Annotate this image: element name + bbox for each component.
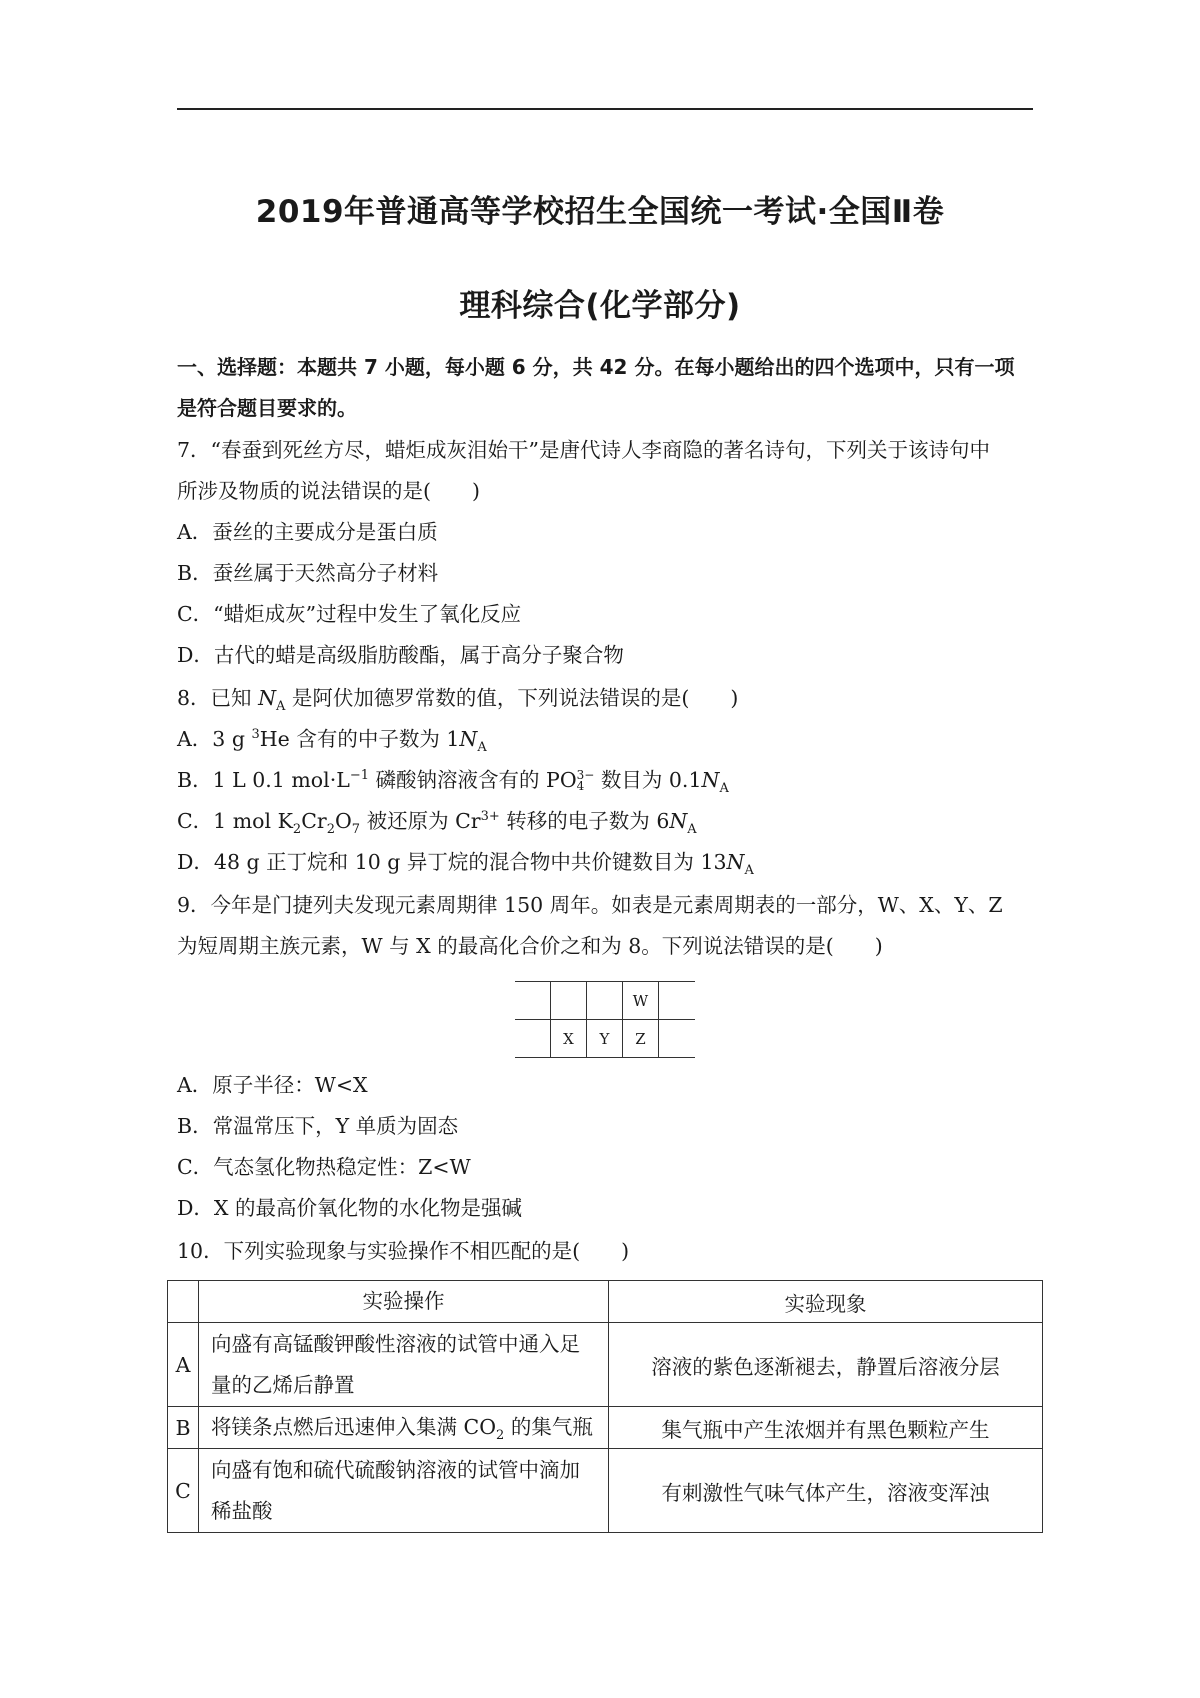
table-cell [515,1020,551,1058]
q7-option-c: C．“蜡炬成灰”过程中发生了氧化反应 [177,602,522,626]
table-cell: Y [587,1020,623,1058]
table-row [168,1323,1043,1407]
q9-option-a: A．原子半径：W<X [177,1073,368,1097]
table-row [168,1449,1043,1533]
q8-option-c: C．1 mol $K_2Cr_2O_7$ 被还原为 $Cr^{3+}$ 转移的电子数为 $6N_A$ [177,809,697,838]
q9-option-d: D．X 的最高价氧化物的水化物是强碱 [177,1196,523,1220]
table-header-operation: 实验操作 [199,1281,609,1323]
q7-stem-line1: 7．“春蚕到死丝方尽，蜡炬成灰泪始干”是唐代诗人李商隐的著名诗句，下列关于该诗句中 [177,438,991,462]
row-label: B [168,1407,199,1449]
row-operation: 向盛有饱和硫代硫酸钠溶液的试管中滴加 稀盐酸 [199,1449,609,1533]
q8-option-d: D．48 g 正丁烷和 10 g 异丁烷的混合物中共价键数目为 $13N_A$ [177,850,754,879]
q9-option-c: C．气态氢化物热稳定性：Z<W [177,1155,471,1179]
q8-option-a: A．3 g $^3$He 含有的中子数为 $1N_A$ [177,727,487,756]
row-phenomenon: 有刺激性气味气体产生，溶液变浑浊 [609,1449,1043,1533]
table-cell [587,982,623,1020]
table-row [168,1407,1043,1449]
row-operation: 向盛有高锰酸钾酸性溶液的试管中通入足 量的乙烯后静置 [199,1323,609,1407]
q10-stem: 10．下列实验现象与实验操作不相匹配的是( ) [177,1239,630,1263]
row-operation: 将镁条点燃后迅速伸入集满 $CO_2$ 的集气瓶 [199,1407,609,1449]
periodic-table-fragment [515,981,695,1058]
table-row [515,1020,695,1058]
table-header-phenomenon: 实验现象 [609,1281,1043,1323]
q9-option-b: B．常温常压下，Y 单质为固态 [177,1114,459,1138]
table-cell [659,982,696,1020]
row-phenomenon: 集气瓶中产生浓烟并有黑色颗粒产生 [609,1407,1043,1449]
table-cell [551,982,587,1020]
q9-stem-line1: 9．今年是门捷列夫发现元素周期律 150 周年。如表是元素周期表的一部分，W、X、Y、Z [177,893,1003,917]
q7-option-d: D．古代的蜡是高级脂肪酸酯，属于高分子聚合物 [177,643,624,667]
row-phenomenon: 溶液的紫色逐渐褪去，静置后溶液分层 [609,1323,1043,1407]
phosphate-charge: 3− 4 [576,768,595,793]
table-header-blank [168,1281,199,1323]
table-cell: W [623,982,659,1020]
section-instructions-line1: 一、选择题：本题共 7 小题，每小题 6 分，共 42 分。在每小题给出的四个选项中，只有一项 [177,355,1015,379]
q7-option-b: B．蚕丝属于天然高分子材料 [177,561,439,585]
top-rule [177,108,1033,110]
q8-option-b: B．1 L 0.1 $mol\cdot L^{-1}$ 磷酸钠溶液含有的 PO 3− 4 数目为 $0.1N_A$ [177,768,729,797]
q7-stem-line2: 所涉及物质的说法错误的是( ) [177,479,480,503]
exam-title: 2019年普通高等学校招生全国统一考试·全国Ⅱ卷 [255,194,945,230]
section-instructions-line2: 是符合题目要求的。 [177,396,357,420]
table-cell: Z [623,1020,659,1058]
row-label: A [168,1323,199,1407]
exam-subtitle: 理科综合(化学部分) [459,288,741,324]
table-row [515,982,695,1020]
experiment-table [167,1280,1043,1533]
row-label: C [168,1449,199,1533]
table-cell [515,982,551,1020]
q7-option-a: A．蚕丝的主要成分是蛋白质 [177,520,438,544]
table-header-row [168,1281,1043,1323]
table-cell: X [551,1020,587,1058]
table-cell [659,1020,696,1058]
q8-stem: 8．已知 $N_A$ 是阿伏加德罗常数的值，下列说法错误的是( ) [177,686,739,715]
q9-stem-line2: 为短周期主族元素，W 与 X 的最高化合价之和为 8。下列说法错误的是( ) [177,934,883,958]
